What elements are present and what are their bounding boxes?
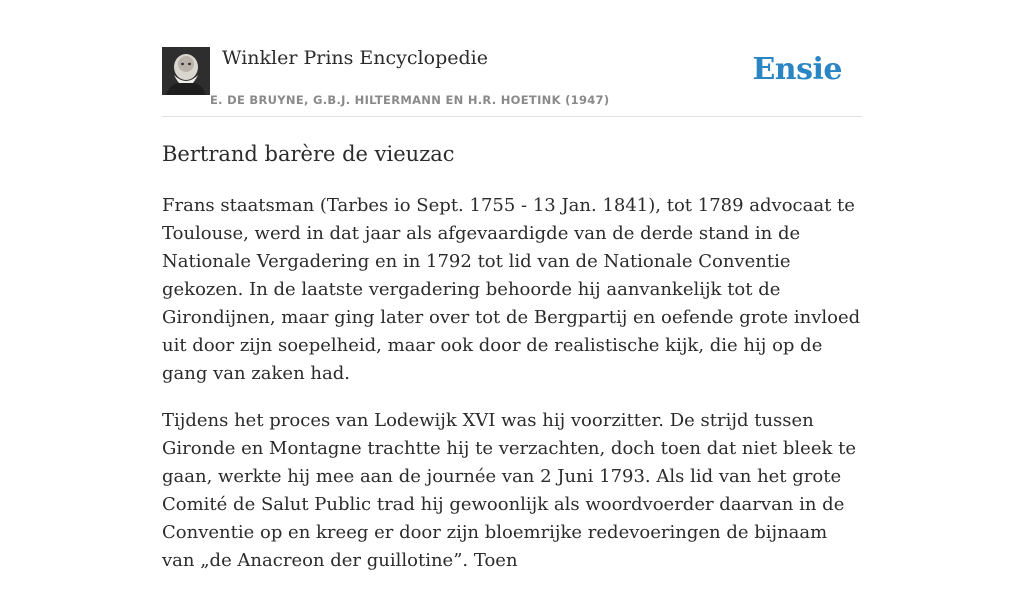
page-container — [162, 0, 862, 571]
header — [162, 0, 862, 117]
article-paragraph: Frans staatsman (Tarbes io Sept. 1755 - 13 Jan. 1841), tot 1789 advocaat te Toulouse, werd in dat jaar als afgevaardigde van de derde stand in de Nationale Vergadering en in 1792 tot lid van de Nationale Conventie gekozen. In de laatste vergadering behoorde hij aanvankelijk tot de Girondijnen, maar ging later over tot de Bergpartij en oefende grote invloed uit door zijn soepelheid, maar ook door de realistische kijk, die hij op de gang van zaken had. — [162, 195, 861, 384]
article-body — [162, 192, 862, 594]
ensie-logo[interactable]: Ensie — [752, 52, 842, 87]
author-avatar[interactable] — [162, 47, 210, 95]
portrait-icon — [162, 47, 210, 95]
author-byline: E. DE BRUYNE, G.B.J. HILTERMANN EN H.R. HOETINK (1947) — [210, 93, 610, 107]
article-title: Bertrand barère de vieuzac — [162, 142, 455, 166]
article-paragraph: Tijdens het proces van Lodewijk XVI was hij voorzitter. De strijd tussen Gironde en Montagne trachtte hij te verzachten, doch toen dat niet bleek te gaan, werkte hij mee aan de journée van 2 Juni 1793. Als lid van het grote Comité de Salut Public trad hij gewoonlijk als woordvoerder daarvan in de Conventie op en kreeg er door zijn bloemrijke redevoeringen de bijnaam van „de Anacreon der guillotine”. Toen — [162, 410, 856, 571]
site-title[interactable]: Winkler Prins Encyclopedie — [222, 47, 488, 69]
